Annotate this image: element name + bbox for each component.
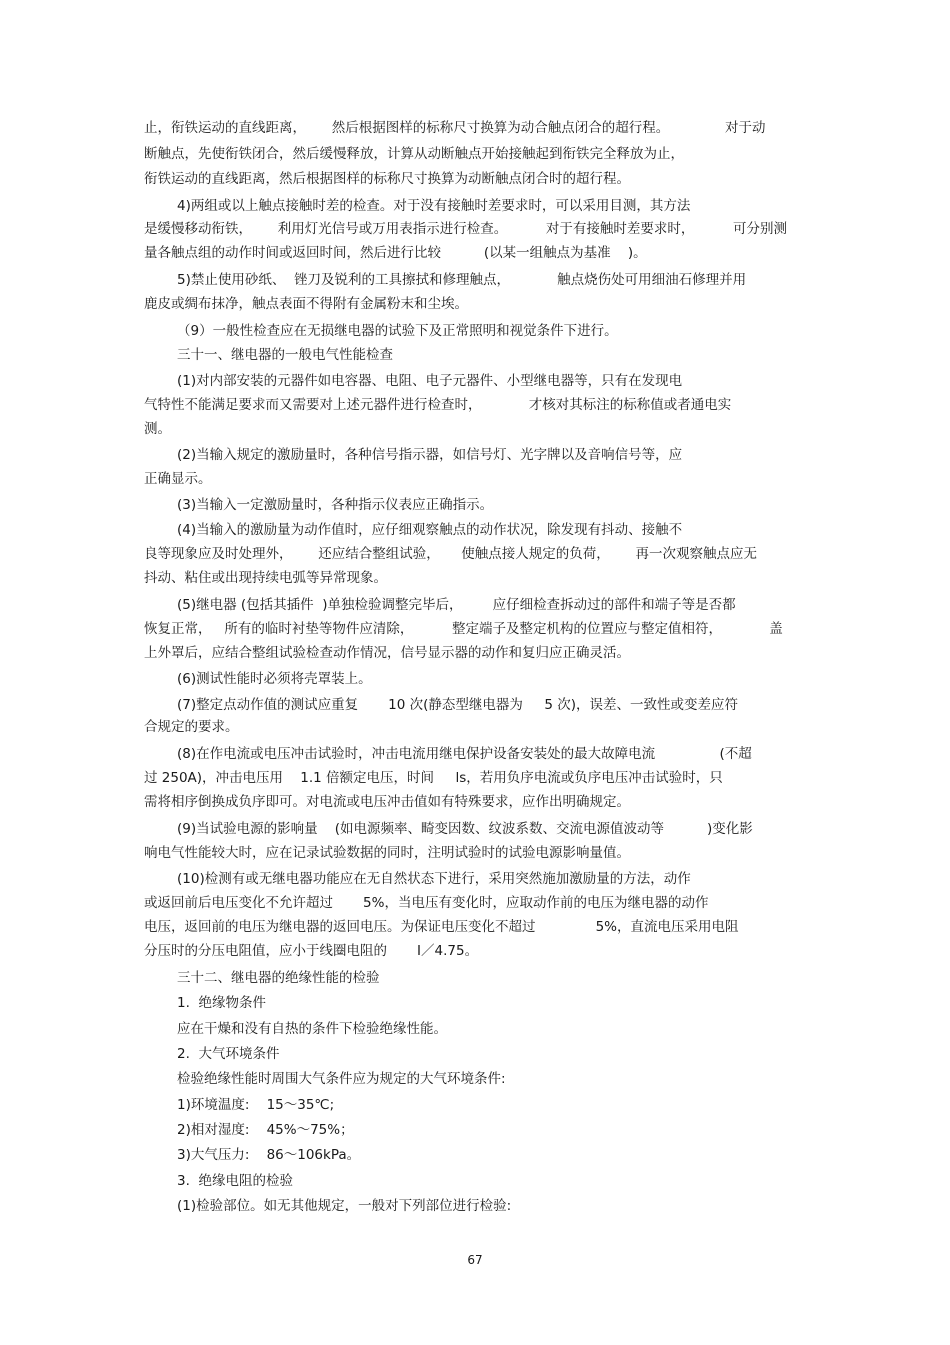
text-line: (1)检验部位。如无其他规定，一般对下列部位进行检验: (177, 1198, 512, 1214)
subsection-heading: 1. 绝缘物条件 (177, 995, 266, 1011)
text-line: 良等现象应及时处理外， 还应结合整组试验， 使触点接人规定的负荷， 再一次观察触点应无 (144, 546, 757, 562)
text-line: (10)检测有或无继电器功能应在无自然状态下进行，采用突然施加激励量的方法，动作 (177, 871, 691, 887)
text-line: 止，衔铁运动的直线距离， 然后根据图样的标称尺寸换算为动合触点闭合的超行程。 对于动 (144, 120, 766, 136)
list-item: 2)相对湿度: 45%～75%； (177, 1122, 354, 1138)
text-line: 气特性不能满足要求而又需要对上述元器件进行检查时， 才核对其标注的标称值或者通电实 (144, 397, 732, 413)
page-number: 67 (467, 1253, 483, 1267)
text-line: 抖动、粘住或出现持续电弧等异常现象。 (144, 570, 387, 586)
text-line: (2)当输入规定的激励量时，各种信号指示器，如信号灯、光字牌以及音响信号等，应 (177, 447, 683, 463)
subsection-heading: 3. 绝缘电阻的检验 (177, 1173, 293, 1189)
text-line: 4)两组或以上触点接触时差的检查。对于没有接触时差要求时，可以采用目测，其方法 (177, 198, 691, 214)
text-line: 测。 (144, 421, 171, 437)
section-heading: 三十二、继电器的绝缘性能的检验 (177, 970, 380, 986)
text-line: 衔铁运动的直线距离，然后根据图样的标称尺寸换算为动断触点闭合时的超行程。 (144, 171, 630, 187)
text-line: (7)整定点动作值的测试应重复 10 次(静态型继电器为 5 次)，误差、一致性或变差应符 (177, 697, 739, 713)
text-line: 恢复正常， 所有的临时衬垫等物件应清除， 整定端子及整定机构的位置应与整定值相符， 盖 (144, 621, 783, 637)
text-line: 合规定的要求。 (144, 719, 239, 735)
text-line: (3)当输入一定激励量时，各种指示仪表应正确指示。 (177, 497, 494, 513)
text-line: 5)禁止使用砂纸、 锉刀及锐利的工具擦拭和修理触点， 触点烧伤处可用细油石修理并用 (177, 272, 747, 288)
text-line: 断触点，先使衔铁闭合，然后缓慢释放，计算从动断触点开始接触起到衔铁完全释放为止， (144, 146, 684, 162)
text-line: 量各触点组的动作时间或返回时间，然后进行比较 (以某一组触点为基准 )。 (144, 245, 647, 261)
text-line: 需将相序倒换成负序即可。对电流或电压冲击值如有特殊要求，应作出明确规定。 (144, 794, 630, 810)
section-heading: 三十一、继电器的一般电气性能检查 (177, 347, 393, 363)
text-line: (5)继电器 (包括其插件 )单独检验调整完毕后， 应仔细检查拆动过的部件和端子等是否都 (177, 597, 736, 613)
text-line: 检验绝缘性能时周围大气条件应为规定的大气环境条件: (177, 1071, 506, 1087)
text-line: (6)测试性能时必须将壳罩装上。 (177, 671, 372, 687)
text-line: 鹿皮或绸布抹净，触点表面不得附有金属粉末和尘埃。 (144, 296, 468, 312)
list-item: 1)环境温度: 15～35℃; (177, 1097, 335, 1113)
text-line: 电压，返回前的电压为继电器的返回电压。为保证电压变化不超过 5%，直流电压采用电阻 (144, 919, 739, 935)
list-item: 3)大气压力: 86～106kPa。 (177, 1147, 361, 1163)
text-line: 是缓慢移动衔铁， 利用灯光信号或万用表指示进行检查。 对于有接触时差要求时， 可分别测 (144, 221, 787, 237)
subsection-heading: 2. 大气环境条件 (177, 1046, 280, 1062)
text-line: (9)当试验电源的影响量 (如电源频率、畸变因数、纹波系数、交流电源值波动等 )变化影 (177, 821, 753, 837)
text-line: （9）一般性检查应在无损继电器的试验下及正常照明和视觉条件下进行。 (177, 323, 618, 339)
text-line: 响电气性能较大时，应在记录试验数据的同时，注明试验时的试验电源影响量值。 (144, 845, 630, 861)
text-line: (4)当输入的激励量为动作值时，应仔细观察触点的动作状况，除发现有抖动、接触不 (177, 522, 683, 538)
text-line: 应在干燥和没有自热的条件下检验绝缘性能。 (177, 1021, 447, 1037)
text-line: 上外罩后，应结合整组试验检查动作情况，信号显示器的动作和复归应正确灵活。 (144, 645, 630, 661)
text-line: (8)在作电流或电压冲击试验时，冲击电流用继电保护设备安装处的最大故障电流 (不超 (177, 746, 752, 762)
text-line: 正确显示。 (144, 471, 212, 487)
text-line: 过 250A)，冲击电压用 1.1 倍额定电压，时间 ls，若用负序电流或负序电压冲击试验时，只 (144, 770, 723, 786)
text-line: 分压时的分压电阻值，应小于线圈电阻的 I／4.75。 (144, 943, 479, 959)
text-line: 或返回前后电压变化不允许超过 5%，当电压有变化时，应取动作前的电压为继电器的动作 (144, 895, 709, 911)
text-line: (1)对内部安装的元器件如电容器、电阻、电子元器件、小型继电器等，只有在发现电 (177, 373, 683, 389)
